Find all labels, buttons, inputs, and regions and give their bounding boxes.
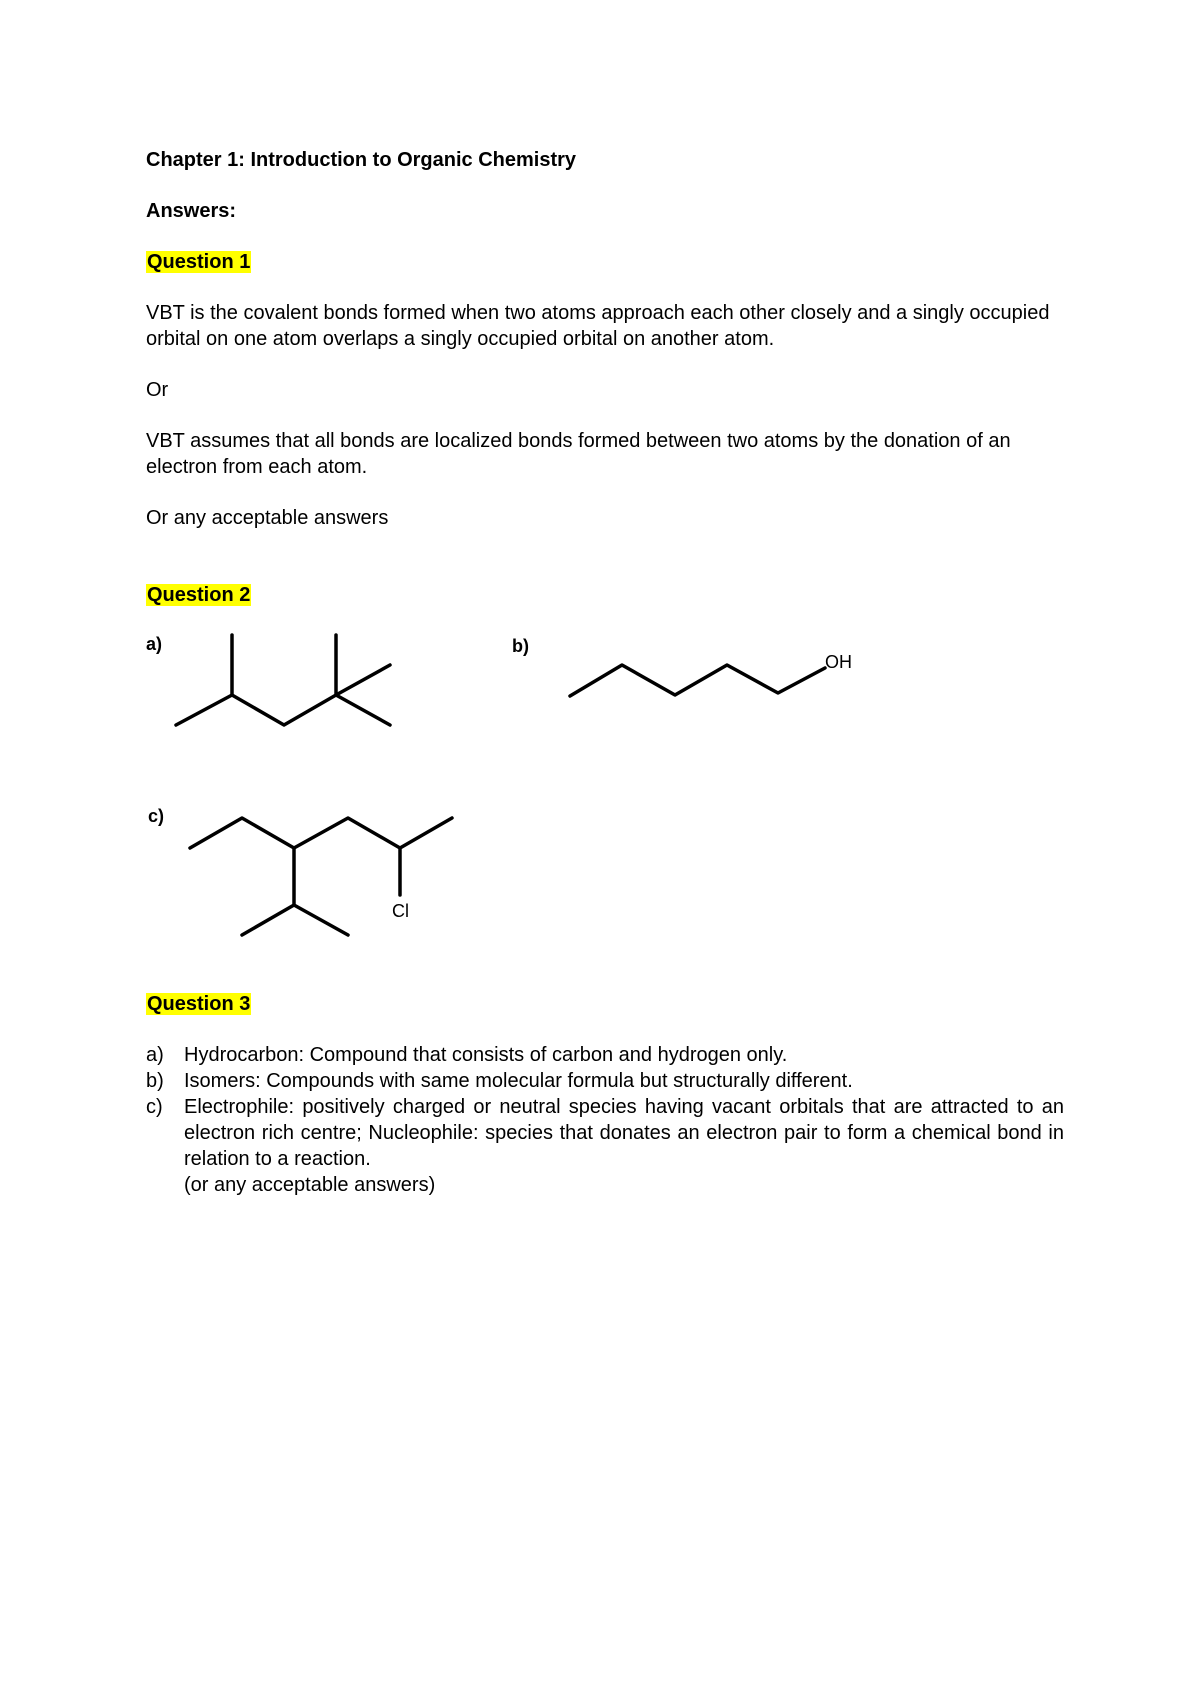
q2-part-c-label: c) [148,806,165,826]
q2a-skeletal-structure [170,625,400,735]
list-item: c) Electrophile: positively charged or neutral species having vacant orbitals that are attracted to an electron rich centre; Nucleophile: species that donates an electron pair to form a chemical bond in relation to a reaction. [146,1096,1064,1170]
q1-answer-paragraph-1: VBT is the covalent bonds formed when two atoms approach each other closely and a singly occupied orbital on one atom overlaps a singly occupied orbital on another atom. [146,302,1050,350]
question-1-heading: Question 1 [147,251,251,273]
q2-part-b-label: b) [512,636,529,656]
q2b-oh-group: OH [825,652,852,672]
chapter-title: Chapter 1: Introduction to Organic Chemistry [146,149,577,171]
q3-acceptable-note: (or any acceptable answers) [184,1174,436,1196]
q1-acceptable-note: Or any acceptable answers [146,507,389,529]
q2b-skeletal-structure [560,648,860,718]
q1-answer-paragraph-2: VBT assumes that all bonds are localized bonds formed between two atoms by the donation of an electron from each atom. [146,430,1011,478]
q3-answer-list [146,1042,1064,1198]
q2-part-a-label: a) [146,634,163,654]
question-3-heading: Question 3 [147,993,251,1015]
question-2-heading: Question 2 [147,584,251,606]
answers-label: Answers: [146,200,237,222]
q2c-skeletal-structure [180,800,470,950]
q2c-cl-group: Cl [392,901,409,921]
q1-or-separator: Or [146,379,169,401]
list-item: a) Hydrocarbon: Compound that consists of carbon and hydrogen only. [146,1044,788,1066]
list-item: b) Isomers: Compounds with same molecular formula but structurally different. [146,1070,853,1092]
